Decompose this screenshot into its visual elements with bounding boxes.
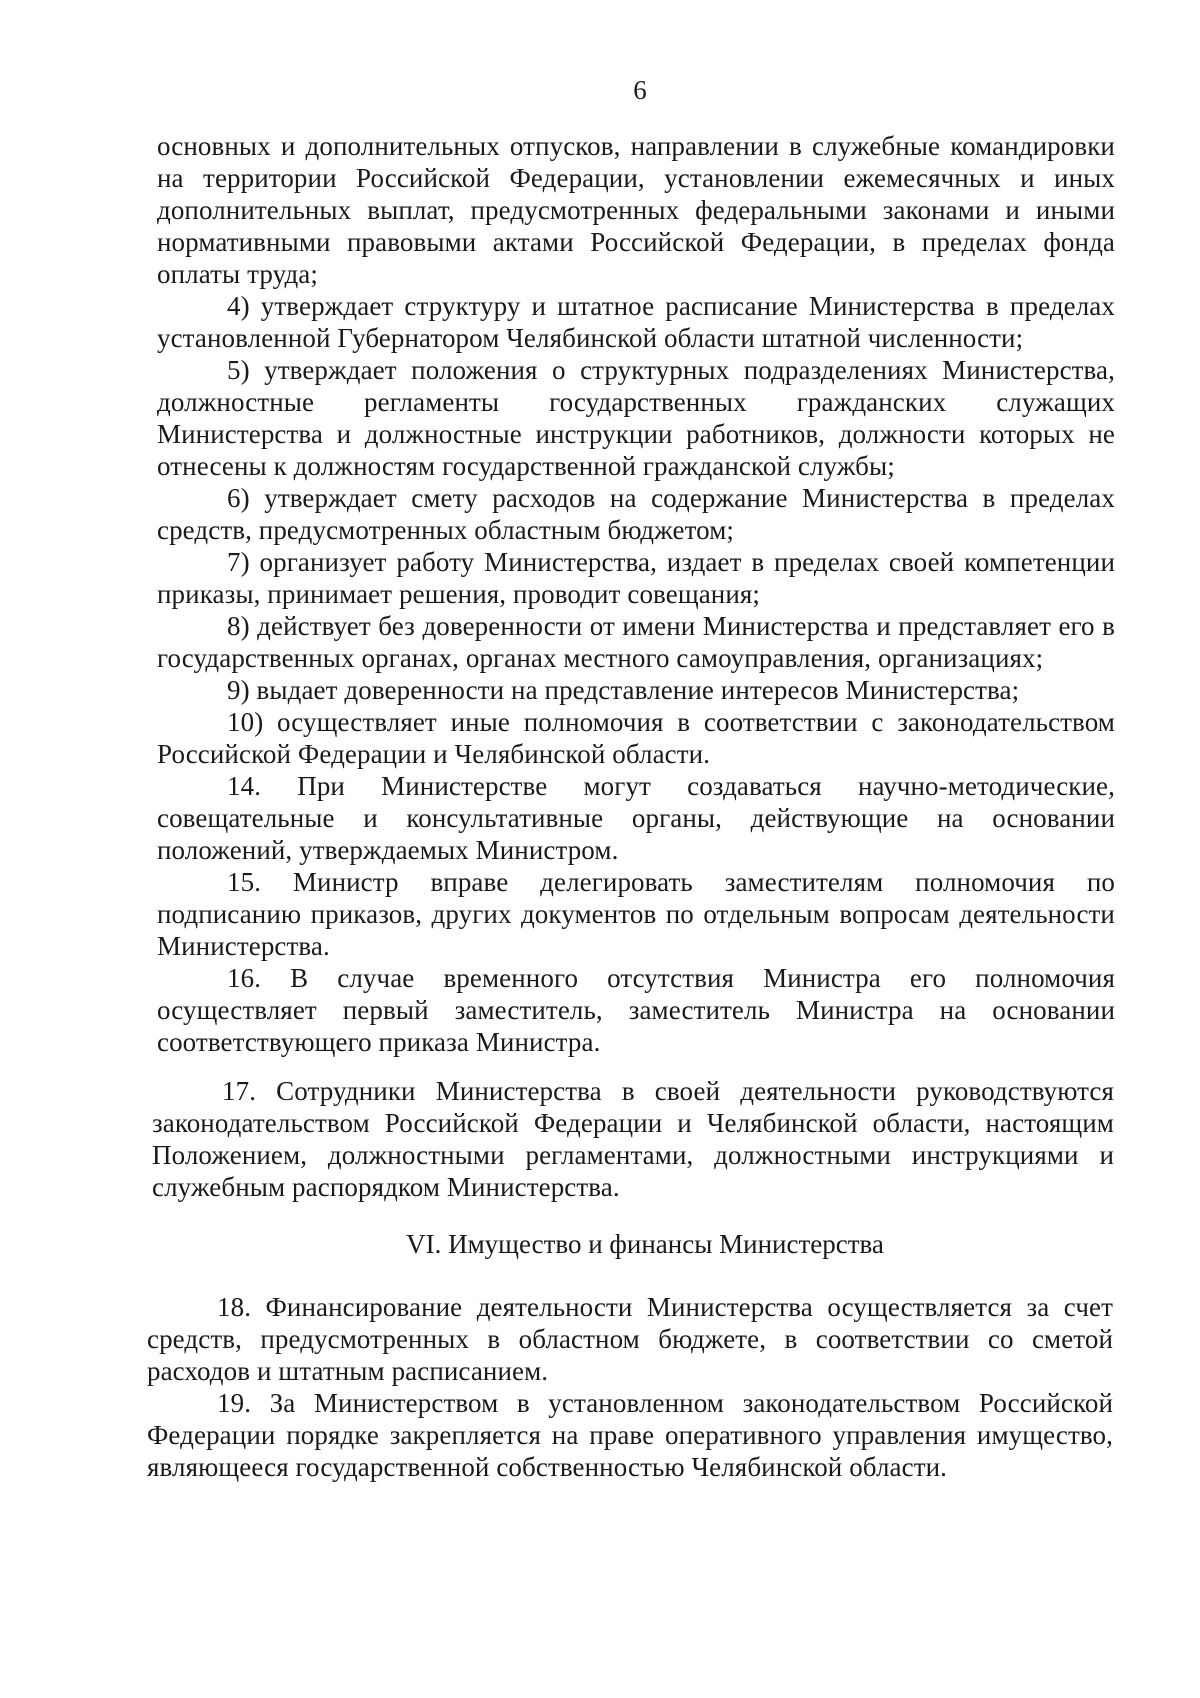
paragraph-clause-19: 19. За Министерством в установленном законодательством Российской Федерации порядке закрепляется на праве оперативного управления имущество, являющееся государственной собственностью Челябинской области. [147,1388,1113,1482]
paragraph-item-4: 4) утверждает структуру и штатное расписание Министерства в пределах установленной Губернатором Челябинской области штатной численности; [157,291,1115,353]
paragraph-item-6: 6) утверждает смету расходов на содержание Министерства в пределах средств, предусмотренных областным бюджетом; [157,483,1115,545]
paragraph-continuation: основных и дополнительных отпусков, направлении в служебные командировки на территории Российской Федерации, установлении ежемесячных и иных дополнительных выплат, предусмотренных федеральными законами и иными нормативными правовыми актами Российской Федерации, в пределах фонда оплаты труда; [157,131,1115,289]
body-text-upper [157,130,1115,1058]
body-text-lower [147,1291,1113,1483]
paragraph-clause-18: 18. Финансирование деятельности Министерства осуществляется за счет средств, предусмотренных в областном бюджете, в соответствии со сметой расходов и штатным расписанием. [147,1292,1113,1386]
body-text-middle [152,1075,1114,1203]
paragraph-clause-17: 17. Сотрудники Министерства в своей деятельности руководствуются законодательством Российской Федерации и Челябинской области, настоящим Положением, должностными регламентами, должностными инструкциями и служебным распорядком Министерства. [152,1076,1114,1202]
paragraph-clause-15: 15. Министр вправе делегировать заместителям полномочия по подписанию приказов, других документов по отдельным вопросам деятельности Министерства. [157,867,1115,961]
paragraph-item-7: 7) организует работу Министерства, издает в пределах своей компетенции приказы, принимает решения, проводит совещания; [157,547,1115,609]
paragraph-item-8: 8) действует без доверенности от имени Министерства и представляет его в государственных органах, органах местного самоуправления, организациях; [157,611,1115,673]
paragraph-item-10: 10) осуществляет иные полномочия в соответствии с законодательством Российской Федерации и Челябинской области. [157,707,1115,769]
paragraph-item-9: 9) выдает доверенности на представление интересов Министерства; [227,675,1020,705]
page-number: 6 [633,75,647,105]
paragraph-clause-14: 14. При Министерстве могут создаваться научно-методические, совещательные и консультативные органы, действующие на основании положений, утверждаемых Министром. [157,771,1115,865]
paragraph-item-5: 5) утверждает положения о структурных подразделениях Министерства, должностные регламенты государственных гражданских служащих Министерства и должностные инструкции работников, должности которых не отнесены к должностям государственной гражданской службы; [157,355,1115,481]
paragraph-clause-16: 16. В случае временного отсутствия Министра его полномочия осуществляет первый заместитель, заместитель Министра на основании соответствующего приказа Министра. [157,963,1115,1057]
section-heading: VI. Имущество и финансы Министерства [406,1229,884,1259]
